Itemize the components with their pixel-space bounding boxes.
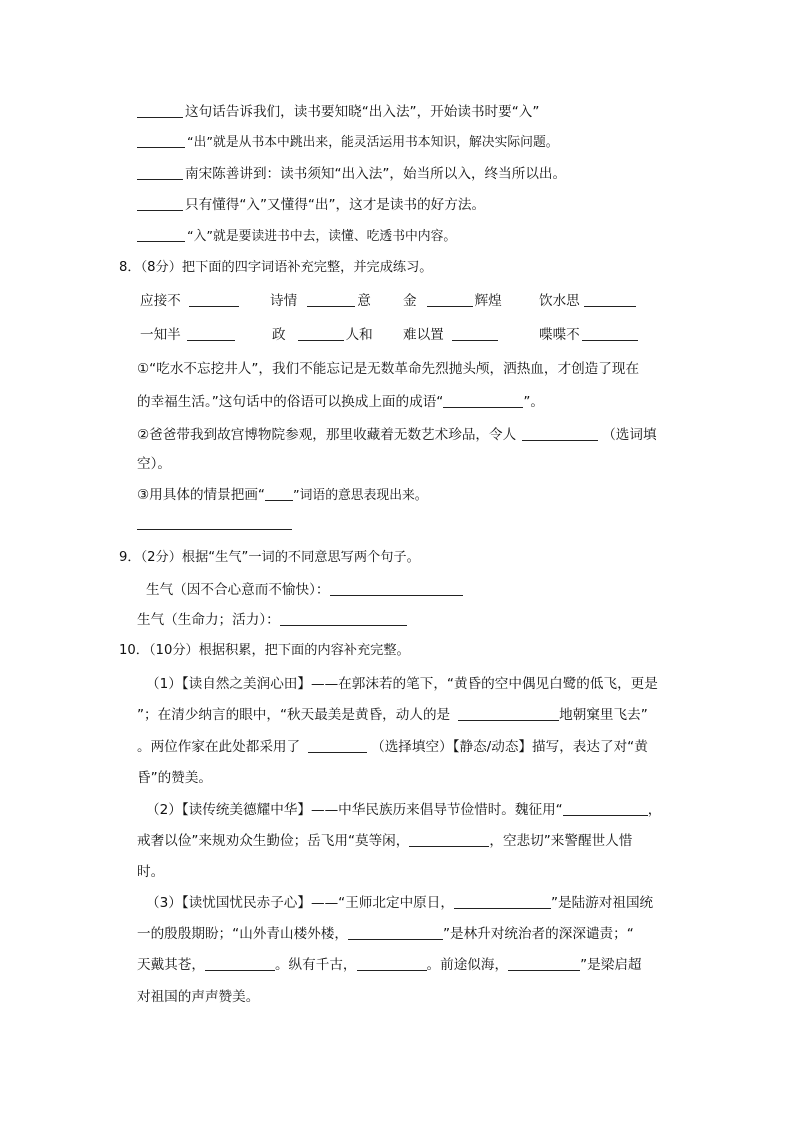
answer-blank[interactable] (280, 611, 407, 626)
q8-sub3-line: ③用具体的情景把画“ ”词语的意思表现出来。 (137, 487, 428, 503)
answer-blank[interactable] (298, 326, 344, 341)
option-text: “入”就是要读进书中去，读懂、吃透书中内容。 (187, 229, 457, 244)
answer-blank[interactable] (205, 956, 275, 971)
answer-blank[interactable] (522, 426, 598, 441)
q8-sub2-line2: 空）。 (137, 456, 171, 472)
q8-idiom-5: 一知半 (140, 325, 235, 345)
q10-p3-line2: 一的殷殷期盼；“山外青山楼外楼， ”是林升对统治者的深深谴责；“ (137, 926, 634, 942)
answer-blank[interactable] (563, 801, 648, 816)
option-text: 南宋陈善讲到：读书须知“出入法”，始当所以入，终当所以出。 (185, 166, 567, 182)
answer-blank[interactable] (582, 326, 638, 341)
q10-p2-line3: 时。 (137, 864, 165, 880)
answer-blank[interactable] (427, 292, 473, 307)
q8-idiom-4: 饮水思 (539, 291, 636, 311)
q10-p1-line3: 。两位作家在此处都采用了 （选择填空）【静态/动态】描写，表达了对“黄 (137, 739, 648, 755)
q8-idiom-8: 喋喋不 (539, 325, 638, 345)
q9-line-2: 生气（生命力；活力）： (137, 610, 407, 630)
q7-option-2 (137, 133, 559, 153)
answer-blank[interactable] (452, 326, 498, 341)
answer-blank[interactable] (454, 894, 551, 909)
answer-blank[interactable] (357, 956, 427, 971)
answer-blank[interactable] (137, 196, 183, 211)
answer-blank[interactable] (307, 292, 355, 307)
q8-heading: 8．（8分）把下面的四字词语补充完整，并完成练习。 (119, 260, 433, 275)
q10-p1-line2: ”；在清少纳言的眼中，“秋天最美是黄昏，动人的是 地朝窠里飞去” (137, 707, 648, 723)
answer-blank[interactable] (348, 925, 443, 940)
q10-p1-line1: （1）【读自然之美润心田】——在郭沫若的笔下，“黄昏的空中偶见白鹭的低飞，更是 (146, 676, 658, 692)
answer-blank[interactable] (137, 103, 183, 118)
q8-idiom-7: 难以置 (403, 325, 498, 345)
answer-blank[interactable] (137, 227, 185, 242)
q8-idiom-2: 诗情 意 (270, 293, 371, 309)
answer-blank[interactable] (308, 738, 367, 753)
q10-heading: 10．（10分）根据积累，把下面的内容补充完整。 (119, 643, 410, 658)
answer-blank[interactable] (443, 393, 523, 408)
q10-p3-line3: 天戴其苍， 。纵有千古， 。前途似海， ”是梁启超 (137, 957, 642, 973)
answer-blank[interactable] (137, 515, 292, 530)
answer-blank[interactable] (508, 956, 580, 971)
q7-option-3 (137, 164, 566, 184)
q10-p3-line1: （3）【读忧国忧民赤子心】——“王师北定中原日， ”是陆游对祖国统 (146, 895, 654, 911)
q7-option-5 (137, 227, 456, 247)
option-text: 这句话告诉我们，读书要知晓“出入法”，开始读书时要“入” (185, 104, 540, 120)
q10-p2-line2: 戒奢以俭”来规劝众生勤俭；岳飞用“莫等闲， ，空悲切”来警醒世人惜 (137, 833, 633, 849)
q8-sub1-line1: ①“吃水不忘挖井人”，我们不能忘记是无数革命先烈抛头颅，洒热血，才创造了现在 (137, 361, 640, 377)
q8-idiom-3: 金 辉煌 (403, 293, 502, 309)
answer-blank[interactable] (330, 581, 463, 596)
q8-idiom-6: 政 人和 (272, 327, 373, 343)
answer-blank[interactable] (189, 292, 239, 307)
answer-blank[interactable] (409, 832, 489, 847)
q10-p1-line4: 昏”的赞美。 (137, 770, 213, 786)
option-text: “出”就是从书本中跳出来，能灵活运用书本知识，解决实际问题。 (187, 135, 559, 150)
answer-blank[interactable] (137, 133, 185, 148)
q9-line-1: 生气（因不合心意而不愉快）： (146, 580, 463, 600)
answer-blank[interactable] (187, 326, 235, 341)
q8-idiom-1: 应接不 (140, 291, 239, 311)
answer-blank[interactable] (458, 706, 559, 721)
answer-blank[interactable] (584, 292, 636, 307)
q7-option-1 (137, 102, 539, 122)
q7-option-4 (137, 195, 485, 215)
q8-sub2-line1: ②爸爸带我到故宫博物院参观，那里收藏着无数艺术珍品，令人 （选词填 (137, 427, 657, 443)
q10-p2-line1: （2）【读传统美德耀中华】——中华民族历来倡导节俭惜时。魏征用“ ， (146, 802, 662, 818)
q9-heading: 9．（2分）根据“生气”一词的不同意思写两个句子。 (119, 550, 420, 565)
q10-p3-line4: 对祖国的声声赞美。 (137, 989, 260, 1005)
q8-sub1-line2: 的幸福生活。”这句话中的俗语可以换成上面的成语“ ”。 (137, 394, 544, 410)
answer-blank[interactable] (137, 165, 183, 180)
answer-blank[interactable] (265, 486, 293, 501)
q8-sub3-answer-line (137, 514, 292, 534)
option-text: 只有懂得“入”又懂得“出”，这才是读书的好方法。 (185, 197, 486, 213)
